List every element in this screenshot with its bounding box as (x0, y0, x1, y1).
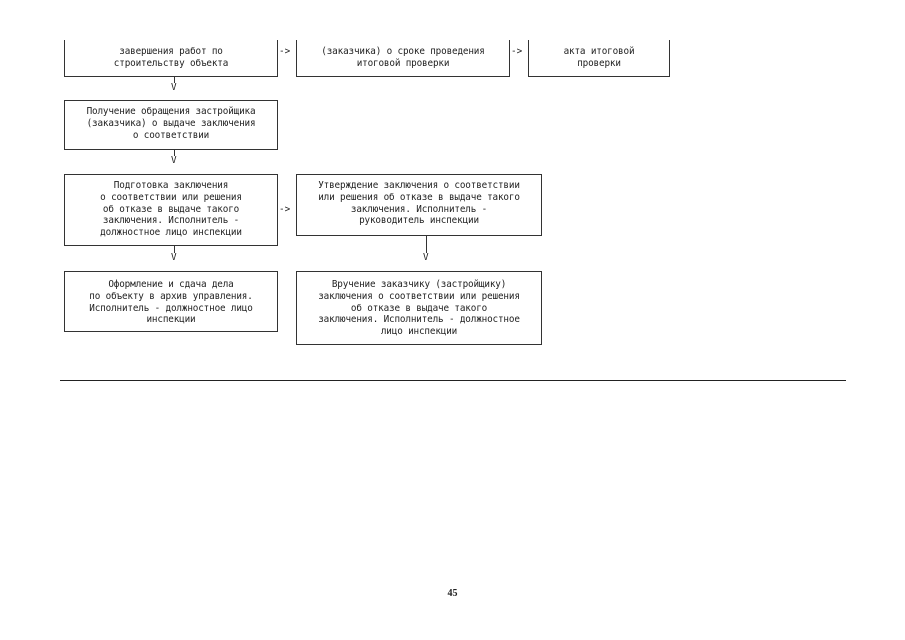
arrow-right: -> (279, 204, 291, 215)
box-line: итоговой проверки (356, 57, 450, 69)
arrow-right: -> (279, 46, 291, 57)
arrow-down: V (423, 252, 429, 263)
arrow-down: V (171, 252, 177, 263)
box-line: инспекции (146, 314, 196, 326)
box-line: Вручение заказчику (застройщику) (331, 279, 507, 290)
flow-box-approve-conclusion (296, 174, 542, 236)
box-line: или решения об отказе в выдаче такого (318, 191, 520, 203)
box-line: лицо инспекции (380, 326, 458, 338)
flow-box-completion (64, 40, 278, 77)
arrow-down: V (171, 82, 177, 93)
flow-box-receive-request (64, 100, 278, 150)
box-line: (заказчика) о выдаче заключения (86, 117, 256, 129)
box-line: Подготовка заключения (113, 180, 229, 191)
box-line: строительству объекта (113, 57, 229, 69)
box-line: Утверждение заключения о соответствии (318, 180, 520, 191)
box-line: заключения о соответствии или решения (318, 290, 520, 302)
box-line: об отказе в выдаче такого (102, 203, 240, 215)
connector-line (426, 236, 427, 253)
arrow-down: V (171, 155, 177, 166)
horizontal-rule (60, 380, 846, 381)
box-line: о соответствии или решения (100, 191, 242, 203)
arrow-right: -> (511, 46, 523, 57)
box-line: проверки (577, 57, 621, 69)
box-line: об отказе в выдаче такого (350, 302, 488, 314)
box-line: руководитель инспекции (359, 215, 479, 227)
flow-box-prepare-conclusion (64, 174, 278, 246)
box-line: заключения. Исполнитель - (102, 215, 240, 227)
box-line: заключения. Исполнитель - (350, 203, 488, 215)
flow-box-deliver-conclusion (296, 271, 542, 345)
flow-box-final-act (528, 40, 670, 77)
box-line: должностное лицо инспекции (100, 227, 242, 239)
box-line: по объекту в архив управления. (89, 290, 253, 302)
box-line: (заказчика) о сроке проведения (321, 46, 485, 57)
box-line: акта итоговой (563, 46, 635, 57)
box-line: Получение обращения застройщика (86, 106, 256, 117)
flow-box-archive-case (64, 271, 278, 332)
box-line: заключения. Исполнитель - должностное (318, 314, 520, 326)
box-line: Оформление и сдача дела (108, 279, 234, 290)
page-number: 45 (447, 588, 458, 599)
box-line: Исполнитель - должностное лицо (89, 302, 253, 314)
box-line: завершения работ по (119, 46, 223, 57)
flow-box-notification (296, 40, 510, 77)
box-line: о соответствии (132, 129, 210, 141)
